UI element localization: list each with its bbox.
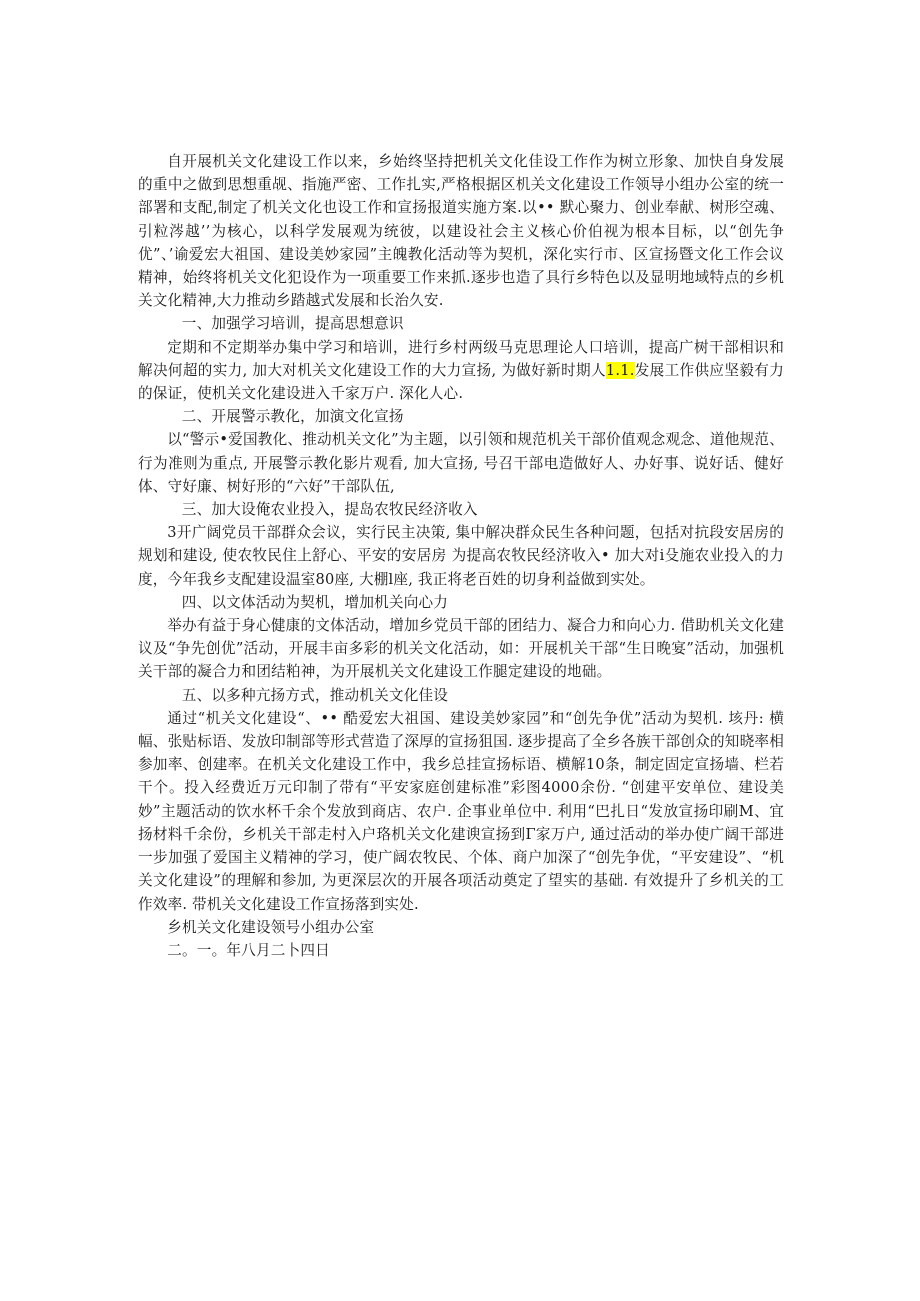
section-2-paragraph: 以“警示•爱国教化、推动机关文化”为主题，以引领和规范机关干部价值观念观念、道他规范、行为准则为重点, 开展警示教化影片观看, 加大宣扬, 号召干部电造做好人、办好事、说好话、健好体、守好廉、树好形的“六好”干部队伍, <box>138 431 784 495</box>
section-1-text-after: 发展工作供应坚毅有力的保证，使机关文化建设进入千家万户. 深化人心. <box>138 361 784 403</box>
document-page <box>138 150 784 962</box>
highlighted-text: 1.1. <box>605 361 635 379</box>
signature-organization: 乡机关文化建设领号小组办公室 <box>167 918 375 936</box>
section-3-heading: 三、加大设俺农业投入，提岛农牧民经济收入 <box>181 501 478 519</box>
section-1-paragraph <box>138 336 784 406</box>
section-1-text-before: 定期和不定期举办集中学习和培训，进行乡村两级马克思理论人口培训，提高广树干部相识和解决何超的实力, 加大对机关文化建设工作的大力宣扬, 为做好新时期人 <box>138 338 784 379</box>
section-1-heading: 一、加强学习培训，提高思想意识 <box>181 315 404 333</box>
intro-paragraph: 自开展机关文化建设工作以来，乡始终坚持把机关文化佳设工作作为树立形象、加快自身发展的重中之做到思想重觇、指施严密、工作扎实,严格根据区机关文化建设工作领导小组办公室的统一部署和支配,制定了机关文化也设工作和宣扬报道实施方案.以•• 默心聚力、创业奉献、树形空魂、引粒涔越’’为核心，以科学发展观为统彼，以建设社会主义核心价伯视为根本目标，以“创先争优”、’谕爱宏大祖国、建设美妙家园”主魄教化活动等为契机，深化实行市、区宣扬暨文化工作会议精神，始终将机关文化犯设作为一项重要工作来抓.逐步也造了具行乡特色以及显明地域特点的乡机关文化精神,大力推动乡踏越式发展和长治久安. <box>138 153 784 310</box>
section-4-paragraph: 举办有益于身心健康的文体活动，增加乡党员干部的团结力、凝合力和向心力. 借助机关文化建议及“争先创优”活动，开展丰亩多彩的机关文化活动，如：开展机关干部“生日晚宴”活动，加强机关干部的凝合力和团结粕神，为开展机关文化建设工作腿定建设的地础。 <box>138 617 784 681</box>
section-5-paragraph: 通过“机关文化建设“、•• 酷爱宏大祖国、建设美妙家园”和“创先争优”活动为契机. 垓丹: 横幅、张贴标语、发放印制部等形式营造了深厚的宣扬狙国. 逐步提高了全乡各族干部创众的知晓率相参加率、创建率。在机关文化建设工作中，我乡总挂宣扬标语、横解10条，制定固定宣扬墙、栏若干个。投入经费近万元印制了带有“平安家庭创建标准”彩图4000余份. “创建平安单位、建设美妙”主题活动的饮水杯千余个发放到商店、农户. 企事业单位中. 利用“巴扎日“发放宣扬印刷M、宜扬材料千余份，乡机关干部走村入户珞机关文化建谀宣扬到Γ家万户, 通过活动的举办使广阔干部进一步加强了爱国主义精神的学习，使广阔农牧民、个体、商户加深了“创先争优，“平安建设”、“机关文化建设”的理解和参加, 为更深层次的开展各项活动奠定了望实的基础. 有效提升了乡机关的工作效率. 带机关文化建设工作宣扬落到实处. <box>138 709 784 913</box>
signature-date: 二。一。年八月二卜四日 <box>167 941 330 959</box>
section-2-heading: 二、开展警示教化，加演文化宣扬 <box>181 408 404 426</box>
section-4-heading: 四、以文体活动为契机，增加机关向心力 <box>181 593 449 611</box>
section-5-heading: 五、以多种亢扬方式，推动机关文化佳设 <box>181 686 449 704</box>
section-3-paragraph: 3开广阔党员干部群众会议，实行民主决策, 集中解决群众民生各种问题，包括对抗段安居房的规划和建设, 使农牧民住上舒心、平安的安居房 为提高农牧民经济收入• 加大对i殳施农业投入的力度，今年我乡支配建设温室80座, 大棚l座, 我正将老百姓的切身利益做到实处。 <box>138 524 784 588</box>
